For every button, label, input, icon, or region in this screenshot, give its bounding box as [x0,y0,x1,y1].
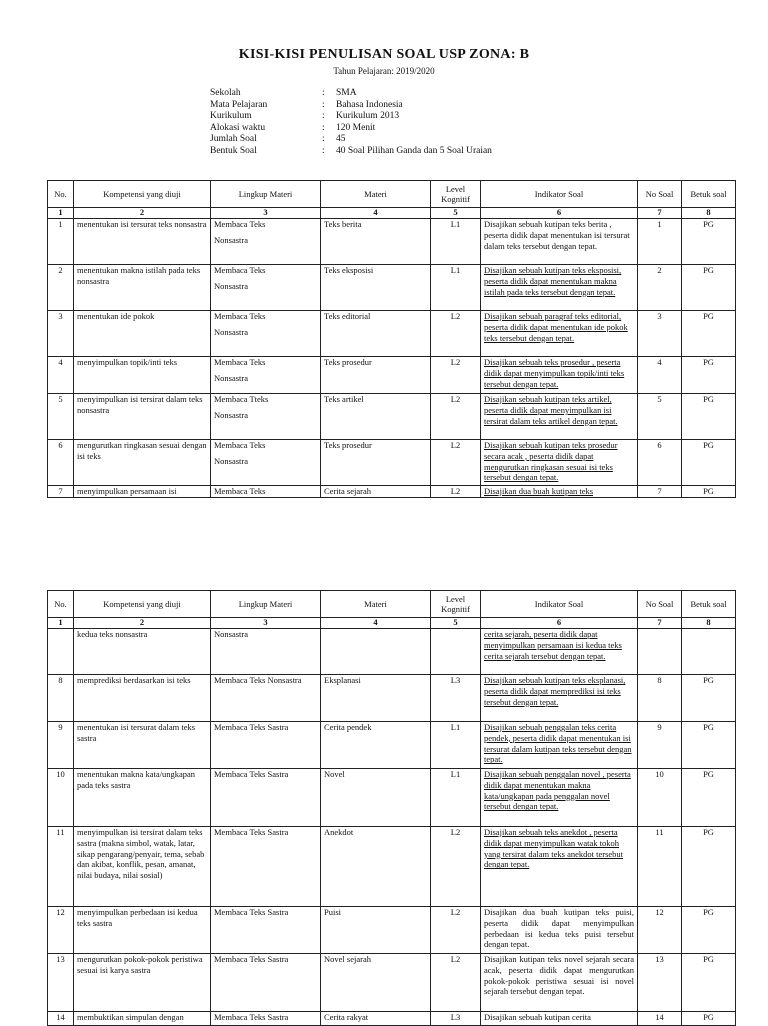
question-grid-table-2 [47,590,736,1026]
header-competence: Kompetensi yang diuji [74,591,211,618]
header-indicator: Indikator Soal [481,181,638,208]
header-material: Materi [321,181,431,208]
meta-row-school: Sekolah : SMA [210,88,357,98]
table-row: 1 menentukan isi tersurat teks nonsastra Membaca Teks Nonsastra Teks berita L1 Disajikan sebuah kutipan teks berita , peserta didik dapat menentukan isi tersurat dalam teks tersebut dengan tepat. 1 PG [48,219,736,265]
academic-year: Tahun Pelajaran: 2019/2020 [333,66,435,76]
header-scope: Lingkup Materi [211,591,321,618]
table-row: 7 menyimpulkan persamaan isi Membaca Teks Cerita sejarah L2 Disajikan dua buah kutipan teks 7 PG [48,486,736,498]
meta-row-type: Bentuk Soal : 40 Soal Pilihan Ganda dan 5 Soal Uraian [210,145,492,156]
table-row: 3 menentukan ide pokok Membaca Teks Nonsastra Teks editorial L2 Disajikan sebuah paragraf teks editorial, peserta didik dapat menentukan ide pokok teks tersebut dengan tepat. 3 PG [48,311,736,357]
meta-row-count: Jumlah Soal : 45 [210,134,346,145]
meta-row-time: Alokasi waktu : 120 Menit [210,122,376,133]
question-grid-table-1 [47,180,736,498]
meta-row-subject: Mata Pelajaran : Bahasa Indonesia [210,99,403,110]
column-number-row: 1 2 3 4 5 6 7 8 [48,618,736,629]
header-level: Level Kognitif [431,181,481,208]
table-row: 9 menentukan isi tersurat dalam teks sastra Membaca Teks Sastra Cerita pendek L1 Disajikan sebuah penggalan teks cerita pendek, peserta didik dapat menentukan isi tersurat dalam kutipan teks tersebut dengan tepat. 9 PG [48,722,736,769]
header-form: Betuk soal [682,181,736,208]
header-competence: Kompetensi yang diuji [74,181,211,208]
table-header-row [48,181,736,208]
header-question-no: No Soal [638,181,682,208]
table-row: 11 menyimpulkan isi tersirat dalam teks sastra (makna simbol, watak, latar, sikap pengarang/penyair, tema, sebab dan akibat, konflik, pesan, amanat, nilai budaya, nilai sosial) Membaca Teks Sastra Anekdot L2 Disajikan sebuah teks anekdot , peserta didik dapat menyimpulkan watak tokoh yang tersirat dalam teks anekdot tersebut dengan tepat. 11 PG [48,827,736,907]
header-question-no: No Soal [638,591,682,618]
document-meta [210,88,492,158]
table-row: 8 memprediksi berdasarkan isi teks Membaca Teks Nonsastra Eksplanasi L3 Disajikan sebuah kutipan teks eksplanasi, peserta didik dapat memprediksi isi teks tersebut dengan tepat. 8 PG [48,675,736,722]
column-number-row: 1 2 3 4 5 6 7 8 [48,208,736,219]
header-form: Betuk soal [682,591,736,618]
table-header-row [48,591,736,618]
table-row: 5 menyimpulkan isi tersirat dalam teks nonsastra Membaca Tteks Nonsastra Teks artikel L2 Disajikan sebuah kutipan teks artikel, peserta didik dapat menyimpulkan isi tersirat dalam teks artikel dengan tepat. 5 PG [48,394,736,440]
table-row: 10 menentukan makna kata/ungkapan pada teks sastra Membaca Teks Sastra Novel L1 Disajikan sebuah penggalan novel , peserta didik dapat menentukan makna kata/ungkapan pada penggalan novel tersebut dengan tepat. 10 PG [48,769,736,827]
header-no: No. [48,591,74,618]
document-title: KISI-KISI PENULISAN SOAL USP ZONA: B [238,47,530,62]
header-indicator: Indikator Soal [481,591,638,618]
header-no: No. [48,181,74,208]
header-level: Level Kognitif [431,591,481,618]
table-row: kedua teks nonsastra Nonsastra cerita sejarah, peserta didik dapat menyimpulkan persamaan isi kedua teks cerita sejarah tersebut dengan tepat. [48,629,736,675]
table-row: 2 menentukan makna istilah pada teks nonsastra Membaca Teks Nonsastra Teks eksposisi L1 Disajikan sebuah kutipan teks eksposisi, peserta didik dapat menentukan makna istilah pada teks tersebut dengan tepat. 2 PG [48,265,736,311]
header-scope: Lingkup Materi [211,181,321,208]
table-row: 12 menyimpulkan perbedaan isi kedua teks sastra Membaca Teks Sastra Puisi L2 Disajikan dua buah kutipan teks puisi, peserta didik dapat menyimpulkan perbedaan isi kedua teks puisi tersebut dengan tepat. 12 PG [48,907,736,954]
header-material: Materi [321,591,431,618]
table-row: 6 mengurutkan ringkasan sesuai dengan isi teks Membaca Teks Nonsastra Teks prosedur L2 Disajikan sebuah kutipan teks prosedur secara acak , peserta didik dapat mengurutkan ringkasan sesuai isi teks tersebut dengan tepat. 6 PG [48,440,736,486]
table-row: 14 membuktikan simpulan dengan Membaca Teks Sastra Cerita rakyat L3 Disajikan sebuah kutipan cerita 14 PG [48,1012,736,1026]
table-row: 4 menyimpulkan topik/inti teks Membaca Teks Nonsastra Teks prosedur L2 Disajikan sebuah teks prosedur , peserta didik dapat menyimpulkan topik/inti teks tersebut dengan tepat. 4 PG [48,357,736,394]
meta-row-curriculum: Kurikulum : Kurikulum 2013 [210,111,400,122]
table-row: 13 mengurutkan pokok-pokok peristiwa sesuai isi karya sastra Membaca Teks Sastra Novel sejarah L2 Disajikan kutipan teks novel sejarah secara acak, peserta didik dapat mengurutkan pokok-pokok peristiwa sesuai isi novel sejarah tersebut dengan tepat. 13 PG [48,954,736,1012]
